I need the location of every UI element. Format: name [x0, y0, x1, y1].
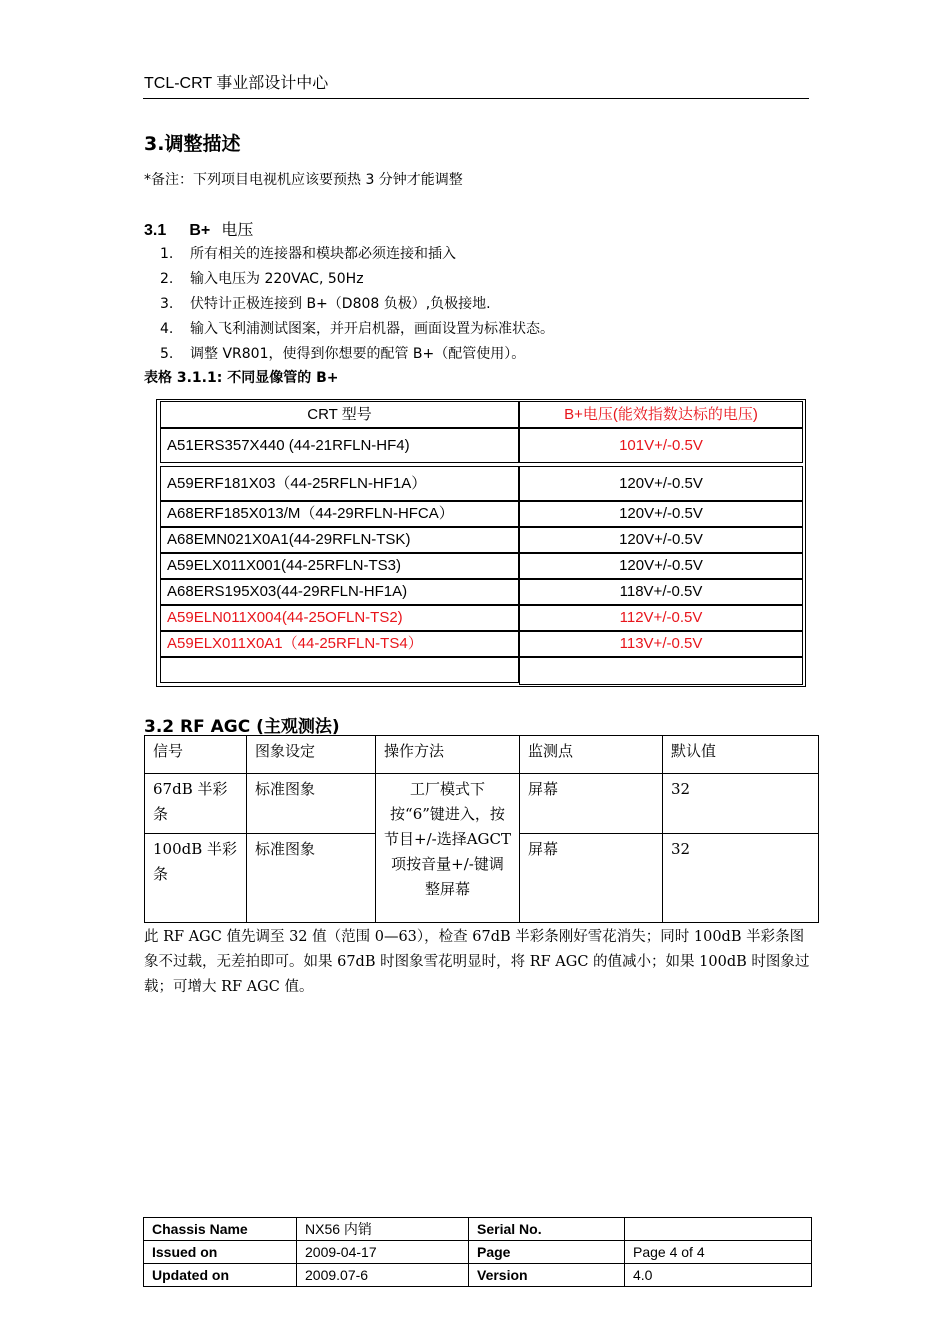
bplus-title-suffix: 电压 — [221, 220, 254, 239]
crt-row-voltage: 112V+/-0.5V — [519, 605, 803, 631]
crt-row-model: A59ELX011X001(44-25RFLN-TS3) — [160, 553, 519, 579]
agc-header-cell: 操作方法 — [376, 736, 520, 774]
page-label: Page — [469, 1241, 625, 1264]
agc-signal-cell: 100dB 半彩条 — [145, 834, 247, 923]
crt-row-empty — [160, 657, 519, 683]
document-info-table — [143, 1217, 812, 1287]
header-rule — [143, 98, 809, 99]
agc-signal-cell: 67dB 半彩条 — [145, 774, 247, 834]
section-title: 3.调整描述 — [144, 133, 241, 155]
crt-row-model: A68ERS195X03(44-29RFLN-HF1A) — [160, 579, 519, 605]
crt-row-voltage: 120V+/-0.5V — [519, 527, 803, 553]
agc-row — [145, 774, 819, 834]
crt-row-voltage: 101V+/-0.5V — [519, 428, 803, 463]
crt-row-voltage: 113V+/-0.5V — [519, 631, 803, 657]
bplus-number: 3.1 — [144, 222, 167, 239]
agc-table — [144, 735, 819, 923]
step-item: 1. 所有相关的连接器和模块都必须连接和插入 — [160, 246, 456, 262]
step-item: 5. 调整 VR801，使得到你想要的配管 B+（配管使用）。 — [160, 346, 526, 362]
page-value: Page 4 of 4 — [625, 1241, 812, 1264]
section-note: *备注：下列项目电视机应该要预热 3 分钟才能调整 — [144, 172, 463, 188]
crt-row-voltage: 118V+/-0.5V — [519, 579, 803, 605]
chassis-name-value: NX56 内销 — [297, 1218, 469, 1241]
agc-title: 3.2 RF AGC (主观测法) — [144, 717, 340, 737]
issued-on-value: 2009-04-17 — [297, 1241, 469, 1264]
crt-row-voltage: 120V+/-0.5V — [519, 553, 803, 579]
updated-on-value: 2009.07-6 — [297, 1264, 469, 1287]
agc-method-cell: 工厂模式下按“6”键进入，按节目+/-选择AGCT项按音量+/-键调整屏幕 — [376, 774, 520, 923]
chassis-name-label: Chassis Name — [144, 1218, 297, 1241]
crt-row-model: A59ELX011X0A1（44-25RFLN-TS4） — [160, 631, 519, 657]
agc-point-cell: 屏幕 — [520, 774, 663, 834]
agc-default-cell: 32 — [663, 774, 819, 834]
header-title: TCL-CRT 事业部设计中心 — [144, 75, 329, 92]
step-item: 4. 输入飞利浦测试图案，并开启机器，画面设置为标准状态。 — [160, 321, 554, 337]
version-label: Version — [469, 1264, 625, 1287]
crt-header-model: CRT 型号 — [160, 401, 519, 428]
agc-point-cell: 屏幕 — [520, 834, 663, 923]
agc-pattern-cell: 标准图象 — [247, 774, 376, 834]
bplus-heading — [144, 217, 253, 240]
crt-header-voltage: B+电压(能效指数达标的电压) — [519, 401, 803, 428]
agc-header-cell: 信号 — [145, 736, 247, 774]
agc-header-row — [145, 736, 819, 774]
agc-default-cell: 32 — [663, 834, 819, 923]
agc-description: 此 RF AGC 值先调至 32 值（范围 0—63），检查 67dB 半彩条刚好雪花消失；同时 100dB 半彩条图象不过载，无差拍即可。如果 67dB 时图象雪花明显时，将 RF AGC 的值减小；如果 100dB 时图象过载；可增大 RF AGC 值。 — [144, 929, 810, 995]
crt-row-model: A59ELN011X004(44-25OFLN-TS2) — [160, 605, 519, 631]
table-caption: 表格 3.1.1: 不同显像管的 B+ — [144, 370, 339, 386]
serial-no-label: Serial No. — [469, 1218, 625, 1241]
agc-header-cell: 监测点 — [520, 736, 663, 774]
agc-header-cell: 图象设定 — [247, 736, 376, 774]
serial-no-value — [625, 1218, 812, 1241]
agc-pattern-cell: 标准图象 — [247, 834, 376, 923]
step-item: 2. 输入电压为 220VAC, 50Hz — [160, 271, 364, 287]
crt-row-model: A68ERF185X013/M（44-29RFLN-HFCA） — [160, 501, 519, 527]
updated-on-label: Updated on — [144, 1264, 297, 1287]
agc-header-cell: 默认值 — [663, 736, 819, 774]
crt-row-empty — [519, 657, 803, 685]
crt-row-voltage: 120V+/-0.5V — [519, 466, 803, 501]
version-value: 4.0 — [625, 1264, 812, 1287]
crt-row-model: A68EMN021X0A1(44-29RFLN-TSK) — [160, 527, 519, 553]
step-item: 3. 伏特计正极连接到 B+（D808 负极）,负极接地. — [160, 296, 491, 312]
bplus-title: B+ — [189, 222, 211, 239]
crt-row-voltage: 120V+/-0.5V — [519, 501, 803, 527]
crt-row-model: A51ERS357X440 (44-21RFLN-HF4) — [160, 428, 519, 463]
issued-on-label: Issued on — [144, 1241, 297, 1264]
crt-row-model: A59ERF181X03（44-25RFLN-HF1A） — [160, 466, 519, 501]
